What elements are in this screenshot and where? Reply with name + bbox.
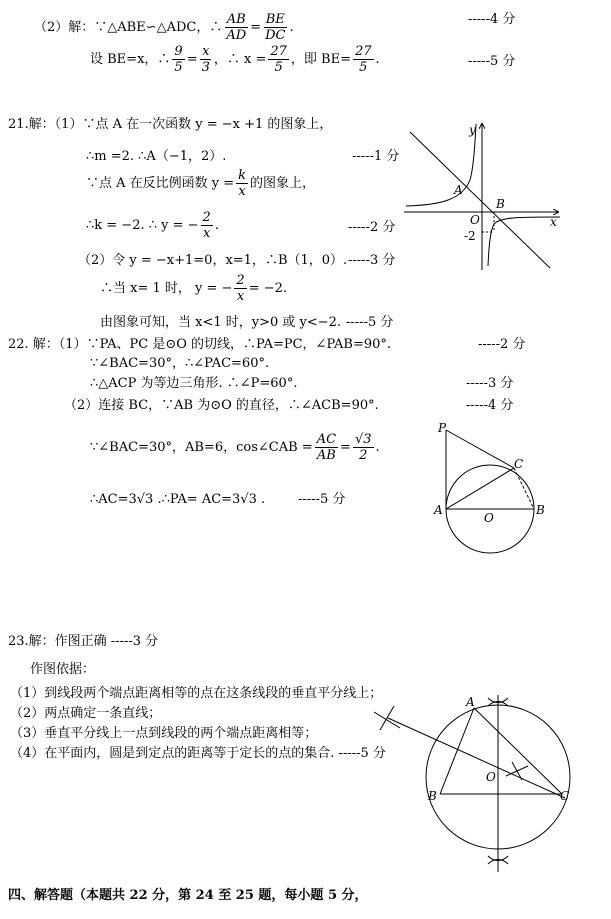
q21-line3: ∵点 A 在反比例函数 y = $\frac{k}{x}$ 的图象上， [86,168,316,199]
label-O: O [470,213,480,227]
fraction: $\frac{27}{5}$ [270,44,287,75]
q22-score-1: -----2 分 [478,337,526,352]
q23-line2: 作图依据： [30,662,96,677]
q20-score-1: -----4 分 [468,12,516,27]
label-O: O [486,770,496,784]
fraction: $\frac{27}{5}$ [355,44,372,75]
q21-score-3: -----3 分 [348,253,396,268]
label-A: A [454,183,463,197]
q22-score-3: -----4 分 [466,398,514,413]
fraction: $\frac{2}{x}$ [202,210,211,241]
q22-score-2: -----3 分 [466,376,514,391]
label-minus-2: -2 [464,229,476,243]
fraction: $\frac{BE}{DC}$ [265,12,286,43]
q22-line5: ∵∠BAC=30°，AB=6，cos∠CAB = $\frac{AC}{AB}$ = $\frac{√3}{2}$ . [90,432,380,463]
q21-line1: 21.解：（1）∵点 A 在一次函数 y = −x +1 的图象上， [8,117,333,132]
q23-item-2: （2）两点确定一条直线； [10,706,162,721]
segment-BC-dashed [514,468,534,509]
perp-bisector-long [388,718,565,798]
label-P: P [438,421,447,435]
fraction: $\frac{AC}{AB}$ [316,432,337,463]
q23-line1: 23.解：作图正确 -----3 分 [8,634,159,649]
fraction: $\frac{2}{x}$ [236,273,245,304]
q22-line4: （2）连接 BC，∵AB 为⊙O 的直径，∴∠ACB=90°. [64,398,379,413]
fraction: $\frac{AB}{AD}$ [226,12,247,43]
q22-circle-tangent-figure [432,420,552,555]
q20-score-2: -----5 分 [468,54,516,69]
label-B: B [428,789,437,803]
section-4-heading: 四、解答题（本题共 22 分，第 24 至 25 题，每小题 5 分， [8,888,368,903]
label-B: B [496,197,505,211]
q21-line5: （2）令 y = −x+1=0，x=1，∴B（1，0）. [78,253,348,268]
segment-AB [440,708,474,794]
hyperbola-branch-left [406,124,476,206]
q22-line6: ∴AC=3√3 .∴PA= AC=3√3 . [90,492,266,507]
q22-score-4: -----5 分 [298,492,346,507]
label-C: C [514,457,524,471]
q22-line3: ∴△ACP 为等边三角形. ∴∠P=60°. [90,376,298,391]
fraction: $\frac{x}{3}$ [201,44,210,75]
q23-item-1: （1）到线段两个端点距离相等的点在这条线段的垂直平分线上； [10,686,383,701]
q21-line2: ∴m =2. ∴A（−1，2）. [86,149,227,164]
q23-construction-figure [370,690,590,880]
q21-score-2: -----2 分 [348,220,396,235]
fraction: $\frac{k}{x}$ [238,168,247,199]
q20-line1: （2）解：∵△ABE∽△ADC，∴ $\frac{AB}{AD}$ = $\frac{BE}{DC}$ . [34,12,294,43]
q20-line2: 设 BE=x，∴ $\frac{9}{5}$ = $\frac{x}{3}$ ，∴ x = $\frac{27}{5}$ ，即 BE= $\frac{27}{5}$ . [90,44,380,75]
label-O: O [484,511,494,525]
q23-item-4: （4）在平面内，圆是到定点的距离等于定长的点的集合. -----5 分 [10,746,386,761]
q21-function-graph [400,120,580,270]
label-A: A [434,503,443,517]
label-A: A [466,695,475,709]
label-B: B [536,503,545,517]
line-y-eq-neg-x-plus-1 [410,132,550,268]
q21-line6: ∴当 x= 1 时， y = − $\frac{2}{x}$ = −2. [100,273,288,304]
q21-score-4: -----5 分 [346,315,394,330]
q21-score-1: -----1 分 [352,149,400,164]
label-C: C [560,789,570,803]
q22-line1: 22. 解：（1）∵PA、PC 是⊙O 的切线，∴PA=PC，∠PAB=90°. [8,337,392,352]
q21-line4: ∴k = −2. ∴ y = − $\frac{2}{x}$ . [86,210,219,241]
fraction: $\frac{√3}{2}$ [354,432,372,463]
fraction: $\frac{9}{5}$ [174,44,183,75]
label-y: y [469,123,476,137]
segment-PC [446,430,514,468]
label-x: x [550,215,557,229]
segment-AC [446,468,514,509]
q23-item-3: （3）垂直平分线上一点到线段的两个端点距离相等； [10,726,318,741]
q21-line7: 由图象可知，当 x<1 时，y>0 或 y<−2. [100,315,342,330]
q22-line2: ∵∠BAC=30°，∴∠PAC=60°. [90,356,270,371]
arc-mark [506,762,528,780]
arc-mark [374,706,400,730]
